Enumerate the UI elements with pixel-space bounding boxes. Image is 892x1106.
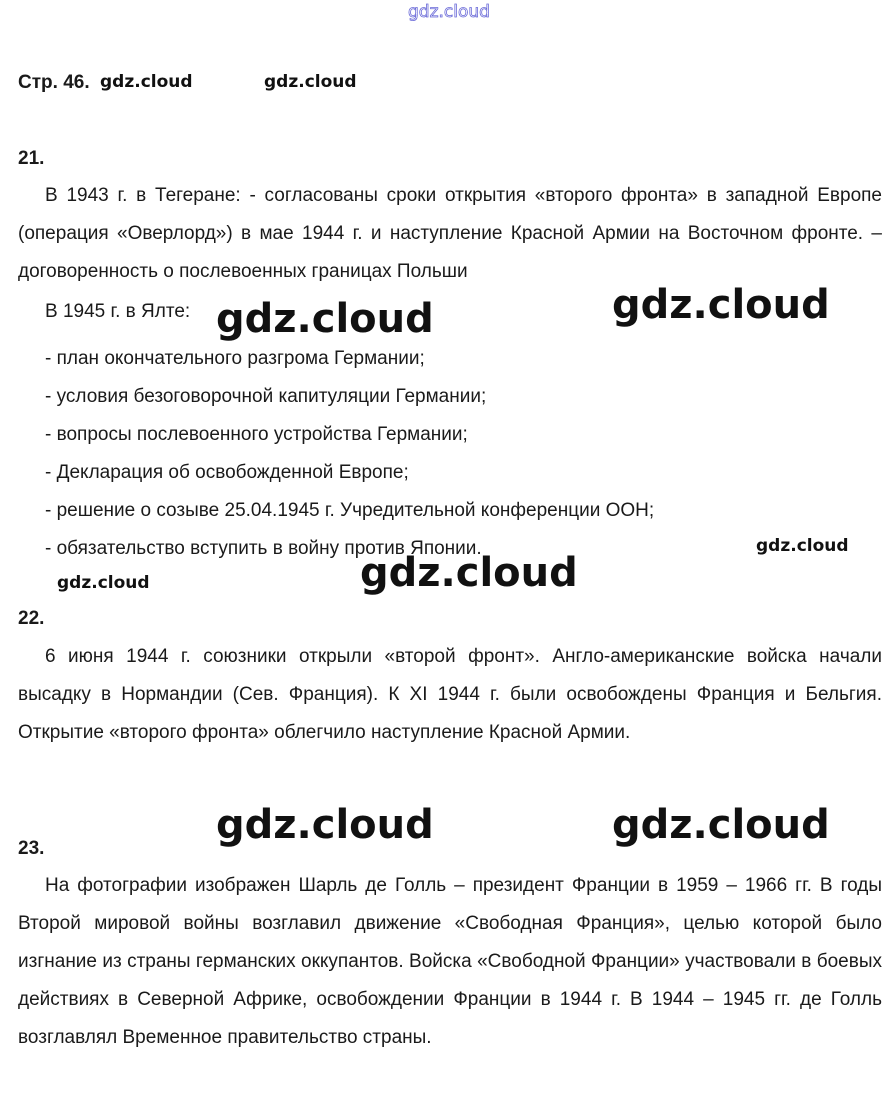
task-number-22: 22.	[18, 608, 45, 629]
watermark-big: gdz.cloud	[216, 802, 434, 848]
watermark-big: gdz.cloud	[612, 282, 830, 328]
task22-paragraph: 6 июня 1944 г. союзники открыли «второй фронт». Англо-американские войска начали высадку в Нормандии (Сев. Франция). К XI 1944 г. были освобождены Франция и Бельгия. Открытие «второго фронта» облегчило наступление Красной Армии.	[18, 646, 882, 743]
task21-paragraph: В 1943 г. в Тегеране: - согласованы сроки открытия «второго фронта» в западной Европе (операция «Оверлорд») в мае 1944 г. и наступление Красной Армии на Восточном фронте. – договоренность о послевоенных границах Польши	[18, 185, 882, 282]
task23-paragraph: На фотографии изображен Шарль де Голль – президент Франции в 1959 – 1966 гг. В годы Второй мировой войны возглавил движение «Свободная Франция», целью которой было изгнание из страны германских оккупантов. Войска «Свободной Франции» участвовали в боевых действиях в Северной Африке, освобождении Франции в 1944 г. В 1944 – 1945 гг. де Голль возглавлял Временное правительство страны.	[18, 875, 882, 1048]
list-item: - решение о созыве 25.04.1945 г. Учредительной конференции ООН;	[45, 500, 655, 521]
yalta-intro: В 1945 г. в Ялте:	[45, 301, 191, 322]
list-item: - план окончательного разгрома Германии;	[45, 348, 425, 369]
list-item: - вопросы послевоенного устройства Германии;	[45, 424, 468, 445]
list-item: - условия безоговорочной капитуляции Германии;	[45, 386, 487, 407]
watermark-small: gdz.cloud	[264, 72, 357, 92]
task-number-21: 21.	[18, 148, 45, 169]
watermark-big: gdz.cloud	[612, 802, 830, 848]
watermark-top: gdz.cloud	[408, 2, 490, 22]
list-item: - обязательство вступить в войну против Японии.	[45, 538, 482, 559]
watermark-small: gdz.cloud	[100, 72, 193, 92]
watermark-big: gdz.cloud	[216, 296, 434, 342]
watermark-big: gdz.cloud	[360, 550, 578, 596]
task-number-23: 23.	[18, 838, 45, 859]
page-heading: Стр. 46.	[18, 72, 90, 93]
watermark-small: gdz.cloud	[57, 573, 150, 593]
watermark-small: gdz.cloud	[756, 536, 849, 556]
list-item: - Декларация об освобожденной Европе;	[45, 462, 409, 483]
yalta-decisions-list	[45, 340, 654, 568]
